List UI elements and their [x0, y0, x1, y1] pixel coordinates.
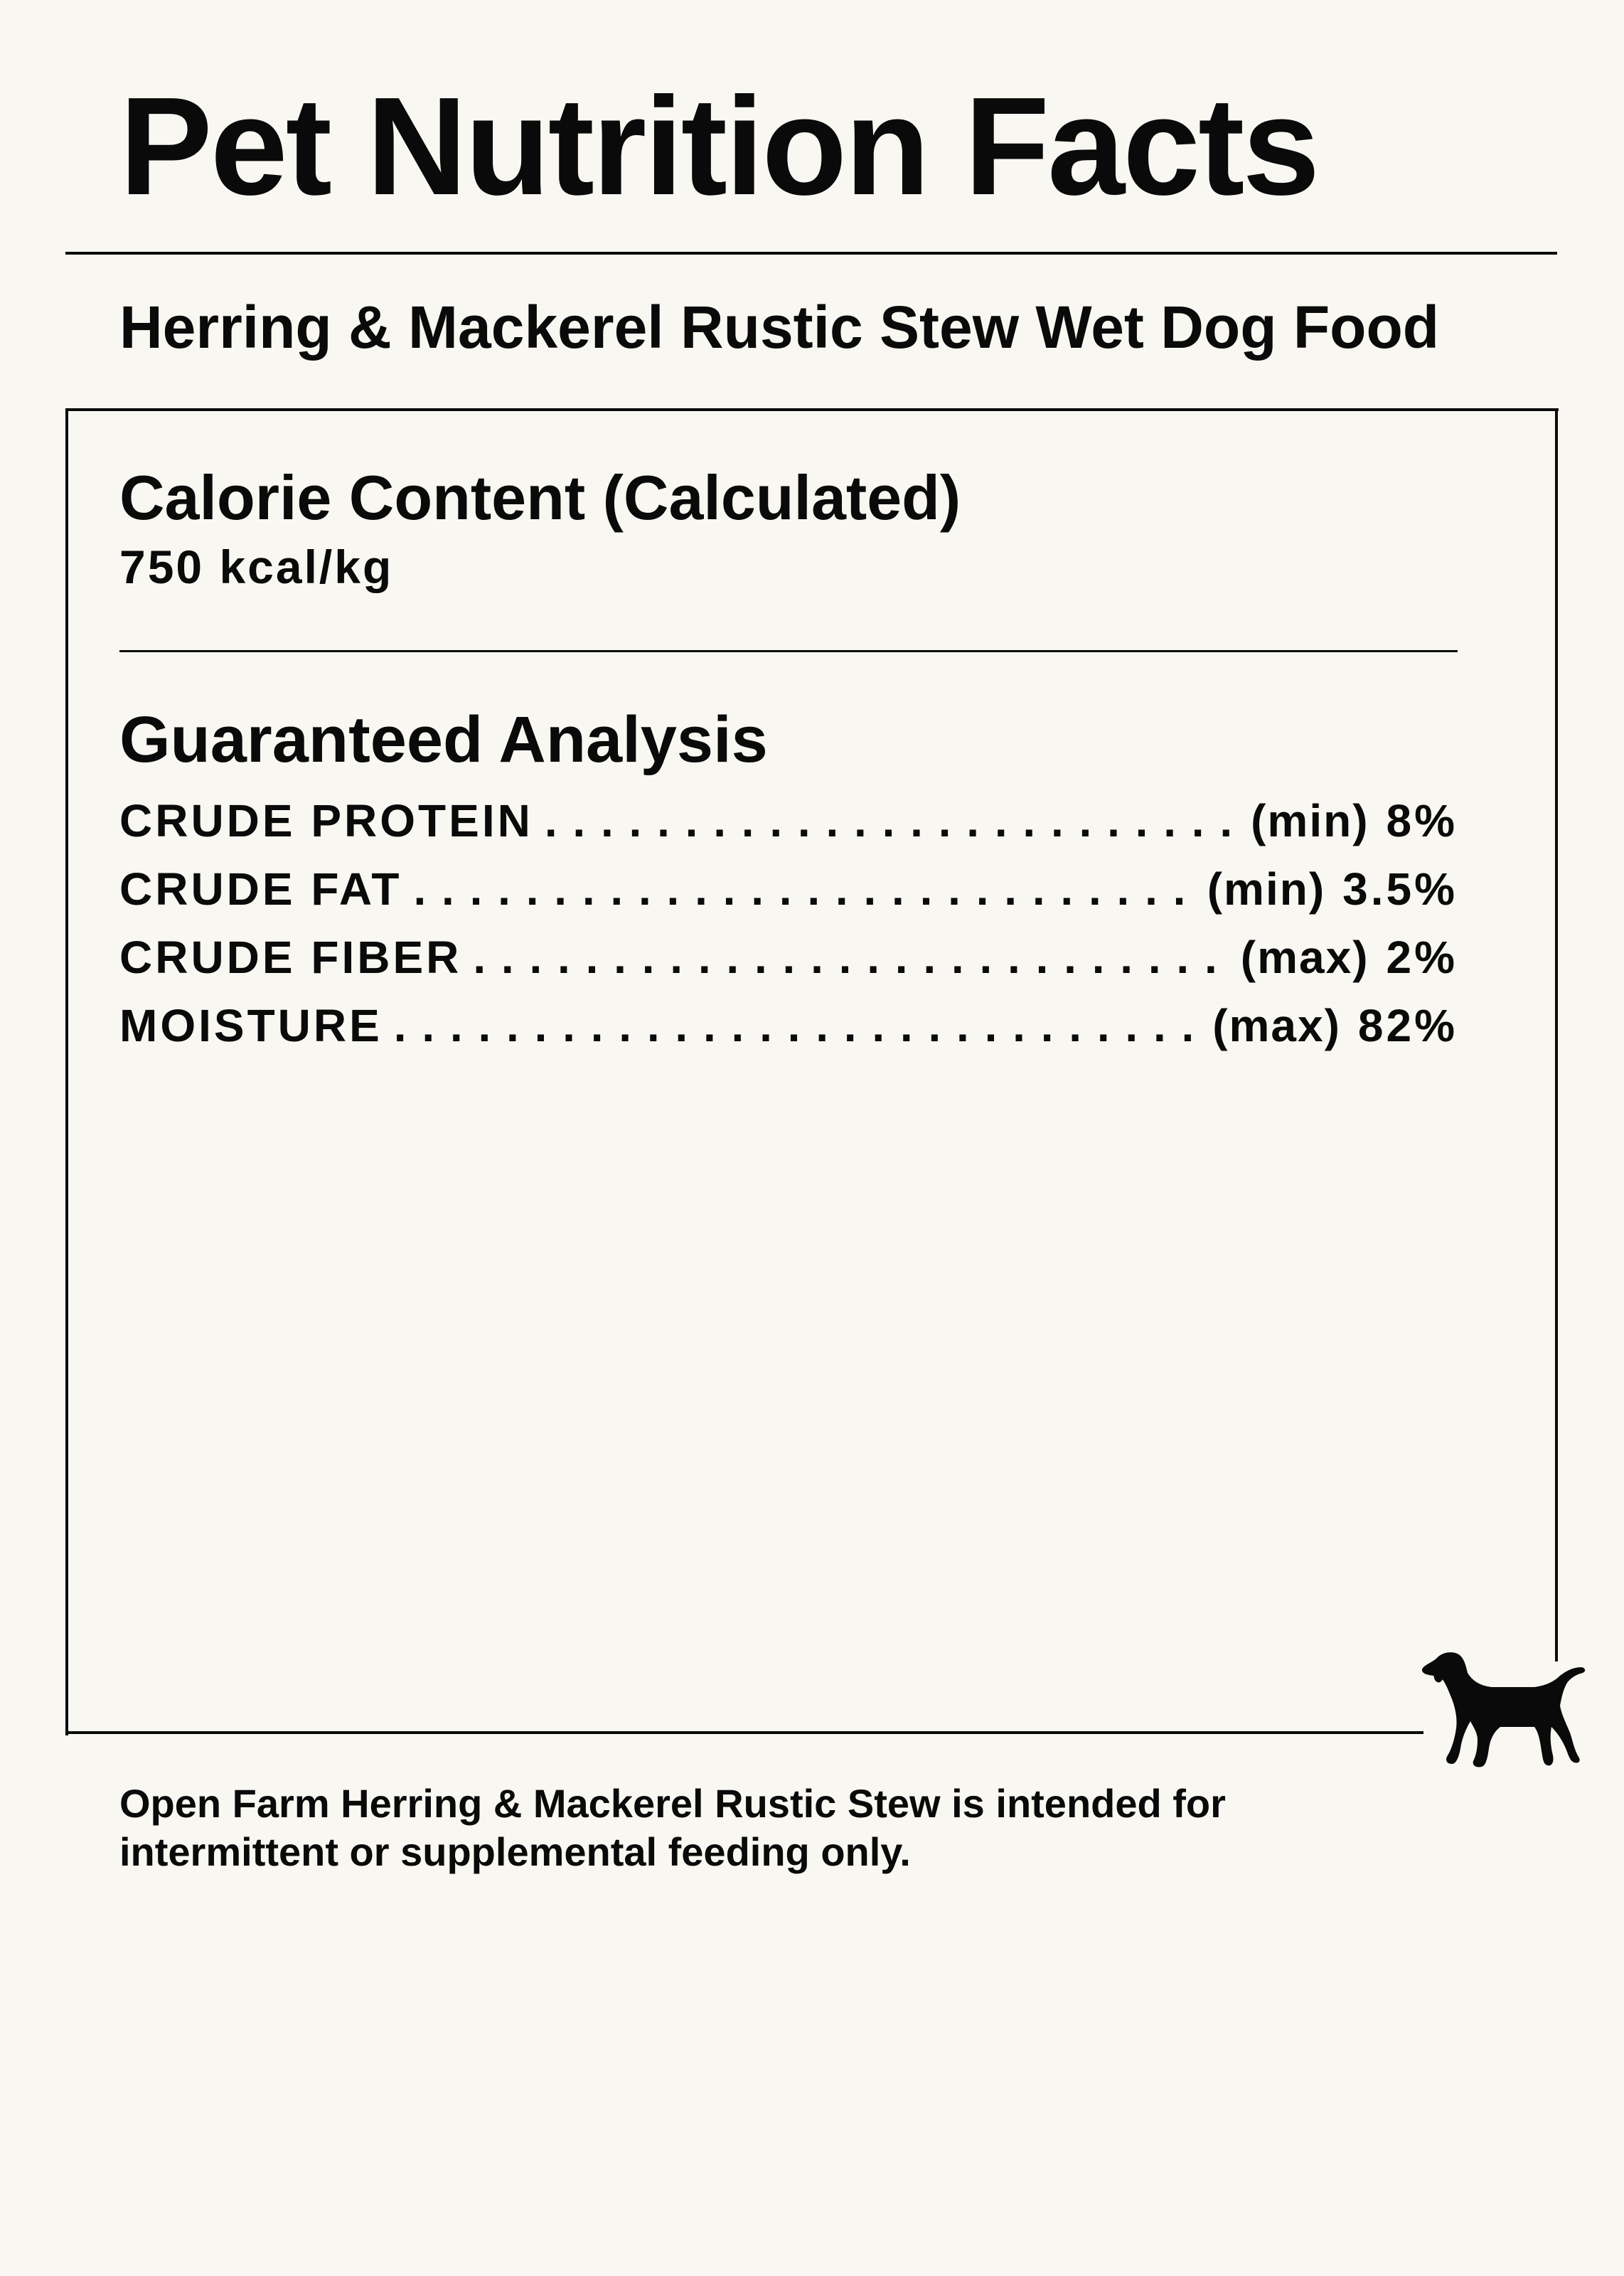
calorie-content-value: 750 kcal/kg: [119, 541, 394, 593]
analysis-row-crude-protein: [119, 795, 1458, 866]
section-divider: [119, 650, 1458, 652]
feeding-statement: [119, 1780, 1470, 1876]
analysis-row-crude-fat: [119, 863, 1458, 935]
nutrient-qualifier: (min): [1251, 795, 1369, 846]
panel-bottom-border: [65, 1731, 1423, 1734]
dot-leader: [413, 866, 1195, 912]
nutrient-amount: 2%: [1386, 932, 1458, 983]
analysis-row-crude-fiber: [119, 932, 1458, 1003]
feeding-statement-line-1: Open Farm Herring & Mackerel Rustic Stew is intended for: [119, 1781, 1226, 1826]
nutrition-panel: [65, 408, 1559, 1735]
guaranteed-analysis-heading: Guaranteed Analysis: [119, 703, 768, 776]
title-divider: [65, 252, 1557, 255]
nutrient-name: CRUDE FAT: [119, 863, 402, 915]
analysis-row-moisture: [119, 1000, 1458, 1071]
nutrient-amount: 3.5%: [1342, 863, 1458, 915]
nutrient-qualifier: (min): [1207, 863, 1326, 915]
nutrient-name: CRUDE PROTEIN: [119, 795, 533, 846]
dot-leader: [545, 798, 1239, 844]
product-name: Herring & Mackerel Rustic Stew Wet Dog Food: [119, 294, 1440, 361]
calorie-content-heading: Calorie Content (Calculated): [119, 462, 961, 533]
nutrient-name: CRUDE FIBER: [119, 932, 462, 983]
panel-right-border: [1555, 408, 1558, 1661]
dog-silhouette-icon: [1421, 1649, 1588, 1771]
nutrient-qualifier: (max): [1212, 1000, 1341, 1051]
nutrient-amount: 82%: [1357, 1000, 1458, 1051]
nutrient-qualifier: (max): [1240, 932, 1369, 983]
page-title: Pet Nutrition Facts: [119, 68, 1318, 224]
dot-leader: [394, 1003, 1201, 1048]
feeding-statement-line-2: intermittent or supplemental feeding only.: [119, 1829, 911, 1874]
nutrient-amount: 8%: [1386, 795, 1458, 846]
guaranteed-analysis-list: [119, 795, 1458, 1071]
nutrient-name: MOISTURE: [119, 1000, 383, 1051]
dot-leader: [473, 935, 1229, 980]
